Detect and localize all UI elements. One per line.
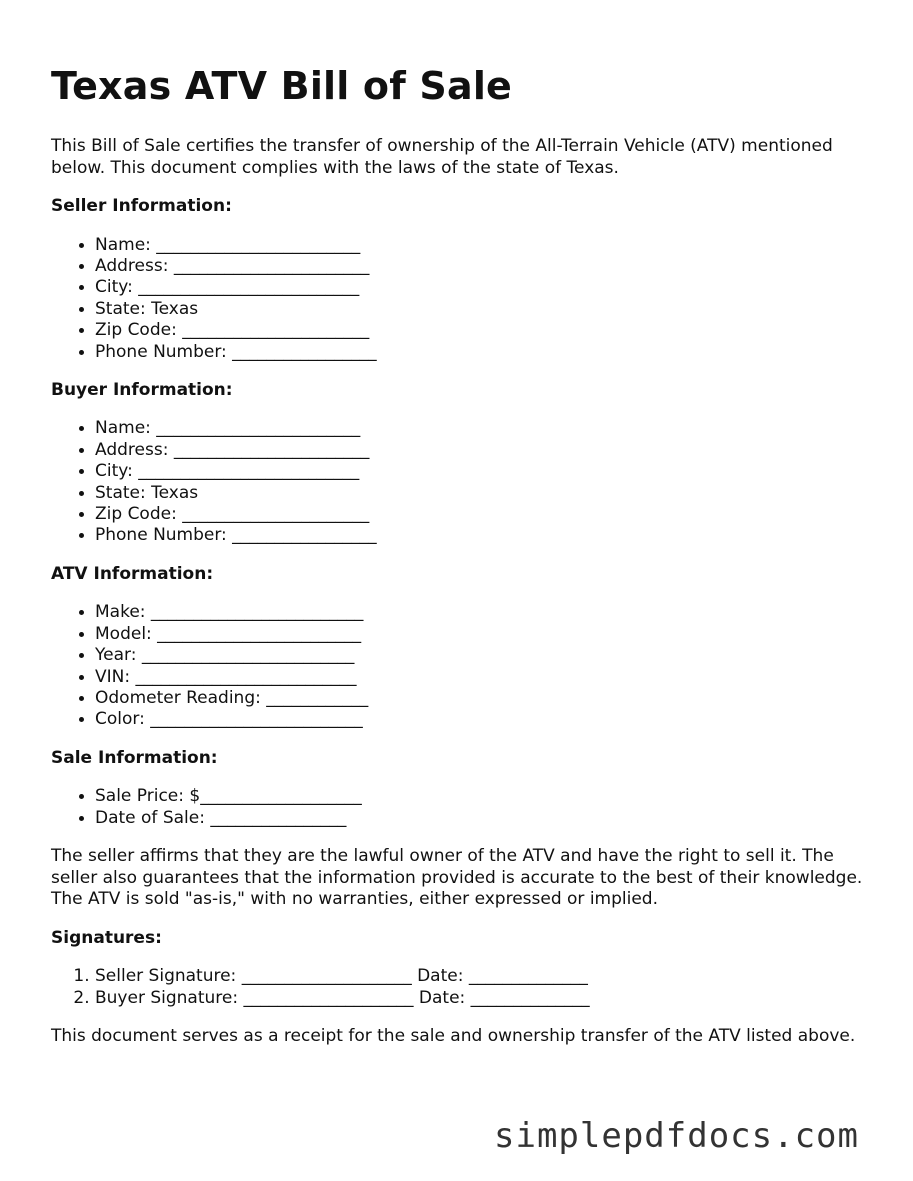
atv-make-field[interactable]: • Make: _________________________ xyxy=(95,602,871,623)
buyer-list xyxy=(51,418,871,546)
seller-address-field[interactable]: • Address: _______________________ xyxy=(95,256,871,277)
buyer-address-field[interactable]: • Address: _______________________ xyxy=(95,440,871,461)
buyer-name-field[interactable]: • Name: ________________________ xyxy=(95,418,871,439)
buyer-heading: Buyer Information: xyxy=(51,379,233,400)
atv-odometer-field[interactable]: • Odometer Reading: ____________ xyxy=(95,688,871,709)
document-title: Texas ATV Bill of Sale xyxy=(51,64,513,108)
atv-model-field[interactable]: • Model: ________________________ xyxy=(95,624,871,645)
signatures-heading: Signatures: xyxy=(51,927,162,948)
intro-paragraph: This Bill of Sale certifies the transfer of ownership of the All-Terrain Vehicle (ATV) mentioned below. This document complies with the laws of the state of Texas. xyxy=(51,136,833,178)
buyer-city-field[interactable]: • City: __________________________ xyxy=(95,461,871,482)
atv-color-field[interactable]: • Color: _________________________ xyxy=(95,709,871,730)
seller-state-field: • State: Texas xyxy=(95,299,871,320)
buyer-zip-field[interactable]: • Zip Code: ______________________ xyxy=(95,504,871,525)
seller-signature-field[interactable]: 1. Seller Signature: ____________________ Date: ______________ xyxy=(95,966,871,987)
affirmation-paragraph: The seller affirms that they are the lawful owner of the ATV and have the right to sell it. The seller also guarantees that the information provided is accurate to the best of their knowledge. The ATV is sold "as-is," with no warranties, either expressed or implied. xyxy=(51,846,863,910)
sale-heading: Sale Information: xyxy=(51,747,218,768)
seller-phone-field[interactable]: • Phone Number: _________________ xyxy=(95,342,871,363)
seller-zip-field[interactable]: • Zip Code: ______________________ xyxy=(95,320,871,341)
atv-year-field[interactable]: • Year: _________________________ xyxy=(95,645,871,666)
sale-price-field[interactable]: • Sale Price: $___________________ xyxy=(95,786,871,807)
buyer-signature-field[interactable]: 2. Buyer Signature: ____________________ Date: ______________ xyxy=(95,988,871,1009)
seller-heading: Seller Information: xyxy=(51,196,232,216)
atv-heading: ATV Information: xyxy=(51,563,214,584)
document-page xyxy=(51,60,871,1064)
seller-city-field[interactable]: • City: __________________________ xyxy=(95,277,871,298)
seller-list xyxy=(51,235,871,363)
seller-name-field[interactable]: • Name: ________________________ xyxy=(95,235,871,256)
sale-date-field[interactable]: • Date of Sale: ________________ xyxy=(95,808,871,829)
atv-vin-field[interactable]: • VIN: __________________________ xyxy=(95,667,871,688)
atv-list xyxy=(51,602,871,730)
buyer-phone-field[interactable]: • Phone Number: _________________ xyxy=(95,525,871,546)
signatures-list xyxy=(51,966,871,1009)
watermark-text: simplepdfdocs.com xyxy=(494,1116,859,1156)
closing-paragraph: This document serves as a receipt for the sale and ownership transfer of the ATV listed above. xyxy=(51,1025,856,1046)
buyer-state-field: • State: Texas xyxy=(95,483,871,504)
sale-list xyxy=(51,786,871,829)
